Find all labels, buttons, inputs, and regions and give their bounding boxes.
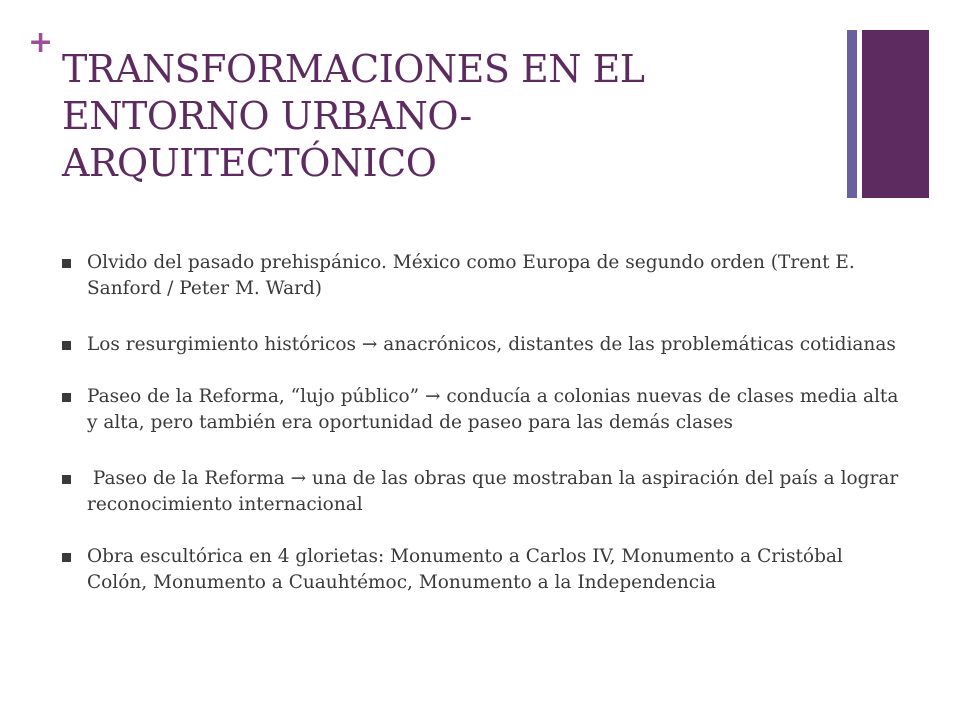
square-bullet-icon	[62, 341, 71, 350]
square-bullet-icon	[62, 553, 71, 562]
square-bullet-icon	[62, 475, 71, 484]
title-line-2: ENTORNO URBANO-	[62, 94, 472, 138]
slide-title	[62, 46, 762, 187]
bullet-text: Paseo de la Reforma → una de las obras que mostraban la aspiración del país a lograr reconocimiento internacional	[87, 468, 905, 515]
bullet-item	[62, 384, 907, 436]
bullet-item	[62, 250, 907, 302]
bullet-text: Paseo de la Reforma, “lujo público” → conducía a colonias nuevas de clases media alta y alta, pero también era oportunidad de paseo para las demás clases	[87, 386, 899, 433]
bullet-item	[62, 466, 907, 518]
bullet-item	[62, 332, 907, 358]
square-bullet-icon	[62, 259, 71, 268]
decorative-bar-thick	[862, 30, 929, 198]
bullet-text: Los resurgimiento históricos → anacrónicos, distantes de las problemáticas cotidianas	[87, 334, 896, 355]
bullet-item	[62, 544, 907, 596]
bullet-list	[62, 250, 907, 596]
square-bullet-icon	[62, 393, 71, 402]
decorative-bar-thin	[847, 30, 857, 198]
plus-icon: +	[28, 25, 54, 60]
title-line-3: ARQUITECTÓNICO	[62, 141, 437, 185]
title-line-1: TRANSFORMACIONES EN EL	[62, 47, 645, 91]
bullet-text: Olvido del pasado prehispánico. México como Europa de segundo orden (Trent E. Sanford / Peter M. Ward)	[87, 252, 855, 299]
bullet-text: Obra escultórica en 4 glorietas: Monumento a Carlos IV, Monumento a Cristóbal Colón, Monumento a Cuauhtémoc, Monumento a la Independencia	[87, 546, 843, 593]
